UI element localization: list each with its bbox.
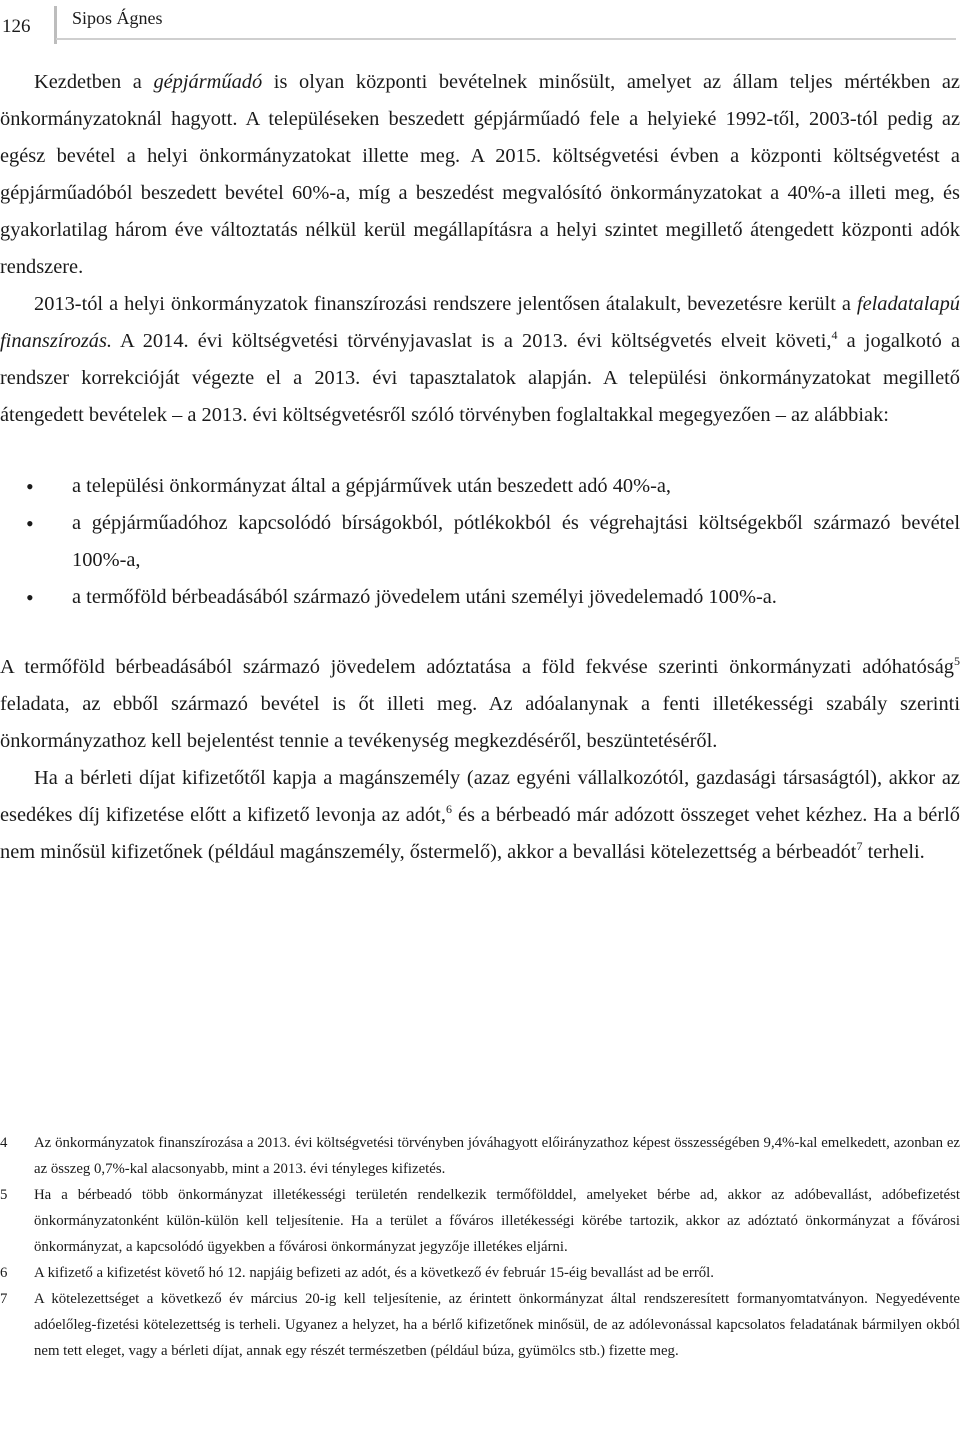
header-horizontal-rule (56, 38, 956, 40)
bullet-list (0, 468, 960, 616)
paragraph-4-text-a: Ha a bérleti díjat kifizetőtől kapja a magánszemély (azaz egyéni vállalkozótól, gazdasági társaságtól), akkor az esedékes díj kifizetése előtt a kifizető levonja az adót, (0, 767, 960, 826)
paragraph-2-text-a: 2013-tól a helyi önkormányzatok finanszírozási rendszere jelentősen átalakult, bevezetésre került a (34, 293, 857, 315)
footnote-ref-4[interactable]: 4 (831, 328, 838, 343)
paragraph-3 (0, 649, 960, 760)
paragraph-1 (0, 64, 960, 286)
footnote-6 (0, 1260, 960, 1286)
footnote-ref-6[interactable]: 6 (445, 802, 452, 817)
paragraph-4 (0, 760, 960, 871)
footnote-5 (0, 1182, 960, 1260)
paragraph-1-text-b: is olyan központi bevételnek minősült, amelyet az állam teljes mértékben az önkormányzatoknál hagyott. A településeken beszedett gépjárműadó fele a helyieké 1992-től, 2003-tól pedig az egész bevétel a helyi önkormányzatokat illette meg. A 2015. költségvetési évben a központi költségvetést a gépjárműadóból beszedett bevétel 60%-a, míg a beszedést megvalósító önkormányzatokat a 40%-a illeti meg, és gyakorlatilag három éve változtatás nélkül kerül megállapításra a helyi szintet megillető átengedett központi adók rendszere. (0, 71, 960, 278)
paragraph-4-text-c: terheli. (862, 841, 925, 863)
footnote-text: A kötelezettséget a következő év március 20-ig kell teljesítenie, az érintett önkormányzat által rendszeresített formanyomtatványon. Negyedévente adóelőleg-fizetési kötelezettség is terheli. Ugyanez a helyzet, ha a bérlő kifizetőnek minősül, de az adólevonással kapcsolatos feladatának bármilyen okból nem tett eleget, vagy a bérleti díjat, annak egy részét természetben (például búza, gyümölcs stb.) fizette meg. (34, 1291, 960, 1359)
footnote-7 (0, 1286, 960, 1364)
footnotes (0, 1130, 960, 1364)
footnote-text: A kifizető a kifizetést követő hó 12. napjáig befizeti az adót, és a következő év február 15-éig bevallást ad be erről. (34, 1265, 714, 1281)
paragraph-1-emphasis: gépjárműadó (153, 71, 263, 93)
body-text (0, 64, 960, 871)
paragraph-3-text-a: A termőföld bérbeadásából származó jövedelem adóztatása a föld fekvése szerinti önkormányzati adóhatóság (0, 656, 954, 678)
footnote-ref-7[interactable]: 7 (856, 839, 863, 854)
footnote-text: Ha a bérbeadó több önkormányzat illetékességi területén rendelkezik termőfölddel, amelyeket bérbe ad, akkor az adóbevallást, adóbefizetést önkormányzatonként külön-külön kell teljesítenie. Ha a terület a főváros illetékességi körébe tartozik, akkor az adóztató önkormányzat a fővárosi önkormányzat, a kapcsolódó ügyekben a fővárosi önkormányzat jegyzője illetékes eljárni. (34, 1187, 960, 1255)
footnote-ref-5[interactable]: 5 (954, 654, 960, 669)
paragraph-1-text-a: Kezdetben a (34, 71, 154, 93)
footnote-number: 5 (0, 1187, 8, 1203)
paragraph-2-text-b: A 2014. évi költségvetési törvényjavaslat is a 2013. évi költségvetés elveit követi, (112, 330, 832, 352)
bullet-item: • a települési önkormányzat által a gépjárművek után beszedett adó 40%-a, (72, 468, 960, 505)
footnote-text: Az önkormányzatok finanszírozása a 2013. évi költségvetési törvényben jóváhagyott előirányzathoz képest összességében 9,4%-kal emelkedett, azonban ez az összeg 0,7%-kal alacsonyabb, mint a 2013. évi tényleges kifizetés. (34, 1135, 960, 1177)
paragraph-3-text-b: feladata, az ebből származó bevétel is őt illeti meg. Az adóalanynak a fenti illetékességi szabály szerinti önkormányzathoz kell bejelentést tennie a tevékenység megkezdéséről, beszüntetéséről. (0, 693, 960, 752)
footnote-number: 7 (0, 1291, 8, 1307)
running-header (0, 0, 960, 46)
footnote-4 (0, 1130, 960, 1182)
running-header-author: Sipos Ágnes (72, 8, 163, 28)
footnote-number: 4 (0, 1135, 8, 1151)
footnote-number: 6 (0, 1265, 8, 1281)
paragraph-2-emphasis: feladatalapú finanszírozás. (0, 293, 960, 352)
page-number: 126 (2, 16, 31, 37)
paragraph-2 (0, 286, 960, 434)
paragraph-4-text-b: és a bérbeadó már adózott összeget vehet kézhez. Ha a bérlő nem minősül kifizetőnek (például magánszemély, őstermelő), akkor a bevallási kötelezettség a bérbeadót (0, 804, 960, 863)
bullet-item: • a gépjárműadóhoz kapcsolódó bírságokból, pótlékokból és végrehajtási költségekből származó bevétel 100%-a, (72, 505, 960, 579)
paragraph-2-text-c: a jogalkotó a rendszer korrekcióját végezte el a 2013. évi tapasztalatok alapján. A települési önkormányzatokat megillető átengedett bevételek – a 2013. évi költségvetésről szóló törvényben foglaltakkal megegyezően – az alábbiak: (0, 330, 960, 426)
bullet-item: • a termőföld bérbeadásából származó jövedelem utáni személyi jövedelemadó 100%-a. (72, 579, 960, 616)
